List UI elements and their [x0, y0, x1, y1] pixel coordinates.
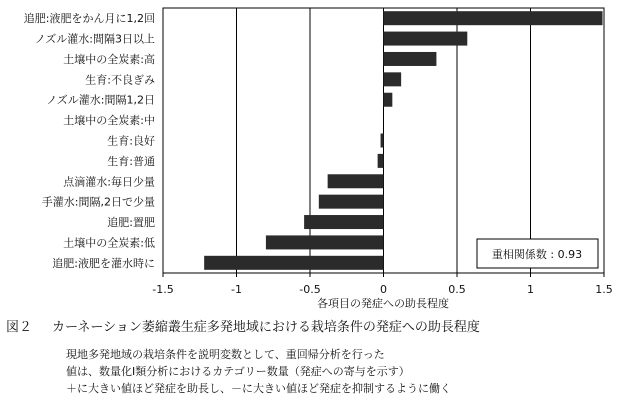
category-label: 追肥:置肥	[107, 216, 155, 230]
x-tick-label: 1	[527, 283, 534, 296]
caption-line-3: ＋に大きい値ほど発症を助長し、－に大きい値ほど発症を抑制するように働く	[66, 382, 451, 395]
figure-number: 図２	[6, 320, 33, 335]
x-tick-label: -1	[231, 283, 242, 296]
x-tick-label: 1.5	[595, 283, 613, 296]
figure-title: カーネーション萎縮叢生症多発地域における栽培条件の発症への助長程度	[52, 320, 480, 335]
bar	[204, 256, 383, 270]
bar	[304, 215, 383, 229]
bar	[328, 174, 384, 188]
bar	[384, 72, 402, 86]
category-label: 生育:良好	[107, 134, 155, 148]
bar	[319, 195, 384, 209]
category-label: 手灌水:間隔,2日で少量	[41, 195, 155, 209]
annotation-box	[477, 239, 598, 268]
caption-line-2: 値は、数量化Ⅰ類分析におけるカテゴリー数量（発症への寄与を示す）	[66, 365, 410, 378]
annotation-text: 重相関係数 : 0.93	[491, 248, 583, 261]
x-tick-label: -1.5	[152, 283, 174, 296]
category-label: 追肥:液肥をかん月に1,2回	[23, 12, 155, 26]
category-label: 追肥:液肥を灌水時に	[52, 256, 155, 270]
bar	[384, 93, 393, 107]
bar	[384, 11, 603, 25]
bar	[266, 235, 384, 249]
figure-caption-title	[6, 316, 480, 335]
category-label: 生育:不良ぎみ	[85, 73, 155, 87]
bar	[381, 134, 384, 148]
category-label: 土壌中の全炭素:低	[63, 236, 155, 250]
x-tick-label: 0	[380, 283, 387, 296]
caption-line-1: 現地多発地域の栽培条件を説明変数として、重回帰分析を行った	[66, 348, 385, 361]
bar	[384, 32, 468, 46]
category-label: 生育:普通	[107, 154, 155, 168]
bar	[378, 154, 384, 168]
category-label: 点滴灌水:毎日少量	[63, 175, 155, 189]
category-label: ノズル灌水:間隔1,2日	[46, 93, 155, 107]
bar	[384, 52, 437, 66]
x-axis-label: 各項目の発症への助長程度	[317, 297, 449, 310]
category-label: 土壌中の全炭素:高	[63, 52, 155, 66]
x-tick-label: 0.5	[448, 283, 466, 296]
category-label: 土壌中の全炭素:中	[63, 114, 155, 128]
category-label: ノズル灌水:間隔3日以上	[34, 32, 155, 46]
x-tick-label: -0.5	[299, 283, 321, 296]
